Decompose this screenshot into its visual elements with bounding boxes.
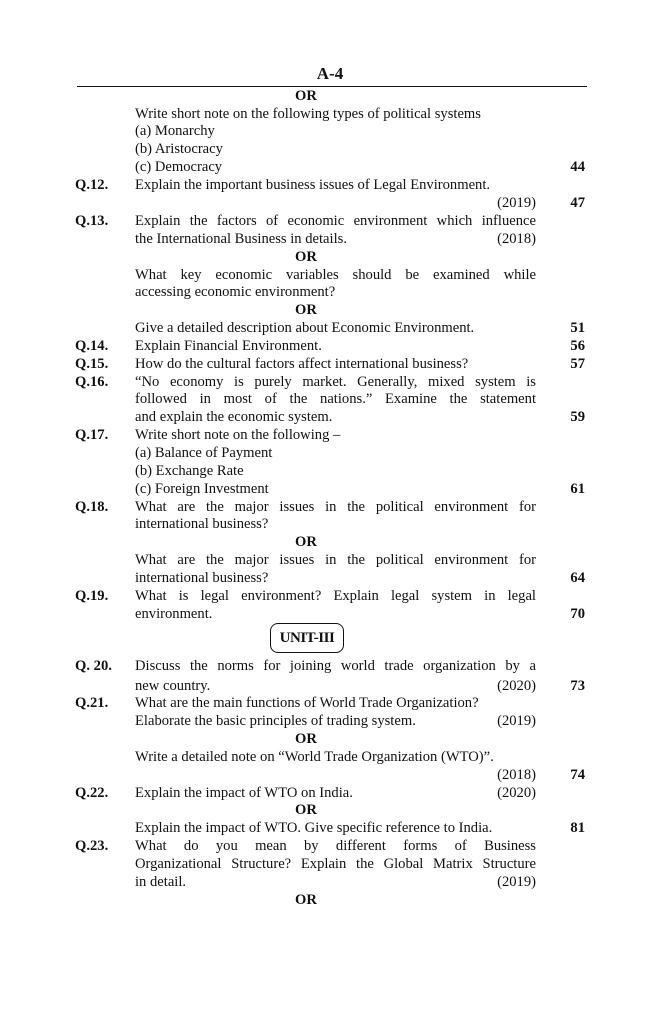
- page-number: 47: [570, 195, 585, 211]
- question-row: [0, 444, 660, 462]
- or-label: OR: [295, 88, 317, 104]
- question-text: environment.: [135, 606, 213, 622]
- question-number: Q.21.: [75, 695, 109, 711]
- question-text: the International Business in details.: [135, 231, 347, 247]
- or-separator: [0, 301, 660, 319]
- question-row: [0, 319, 660, 337]
- exam-year: (2019): [497, 195, 536, 211]
- or-separator: [0, 533, 660, 551]
- question-text: Explain the impact of WTO. Give specific reference to India.: [135, 820, 493, 836]
- question-row: [0, 712, 660, 730]
- question-row: [0, 373, 660, 391]
- question-row: [0, 426, 660, 444]
- question-text: in detail.: [135, 874, 187, 890]
- or-label: OR: [295, 249, 317, 265]
- question-text: Explain Financial Environment.: [135, 338, 322, 354]
- question-text: What are the main functions of World Trade Organization?: [135, 695, 479, 711]
- question-row: [0, 515, 660, 533]
- question-text: Give a detailed description about Economic Environment.: [135, 320, 475, 336]
- page-number: 56: [570, 338, 585, 354]
- exam-year: (2018): [497, 231, 536, 247]
- page-number: 74: [570, 767, 585, 783]
- or-label: OR: [295, 802, 317, 818]
- question-row: [0, 587, 660, 605]
- question-text: (a) Monarchy: [135, 123, 215, 139]
- or-label: OR: [295, 534, 317, 550]
- question-row: [0, 266, 660, 284]
- question-row: [0, 873, 660, 891]
- or-separator: [0, 248, 660, 266]
- question-row: [0, 480, 660, 498]
- question-text: What are the major issues in the political environment for: [135, 552, 536, 568]
- question-row: [0, 766, 660, 784]
- question-row: [0, 158, 660, 176]
- question-row: [0, 657, 660, 675]
- question-row: [0, 408, 660, 426]
- question-number: Q.23.: [75, 838, 109, 854]
- or-separator: [0, 801, 660, 819]
- question-row: [0, 122, 660, 140]
- question-number: Q.18.: [75, 499, 109, 515]
- exam-year: (2019): [497, 713, 536, 729]
- exam-year: (2019): [497, 874, 536, 890]
- question-text: Write a detailed note on “World Trade Organization (WTO)”.: [135, 749, 494, 765]
- question-row: [0, 855, 660, 873]
- page-number: 64: [570, 570, 585, 586]
- question-number: Q. 20.: [75, 658, 112, 674]
- page-number: 51: [570, 320, 585, 336]
- question-text: What are the major issues in the political environment for: [135, 499, 536, 515]
- question-text: international business?: [135, 516, 269, 532]
- or-label: OR: [295, 731, 317, 747]
- question-row: [0, 605, 660, 623]
- question-row: [0, 337, 660, 355]
- question-text: accessing economic environment?: [135, 284, 336, 300]
- or-label: OR: [295, 892, 317, 908]
- question-text: (c) Democracy: [135, 159, 223, 175]
- question-text: (c) Foreign Investment: [135, 481, 269, 497]
- page-number: 81: [570, 820, 585, 836]
- question-text: (a) Balance of Payment: [135, 445, 273, 461]
- question-text: Elaborate the basic principles of trading system.: [135, 713, 416, 729]
- page-header: A-4: [316, 64, 344, 83]
- question-row: [0, 390, 660, 408]
- exam-year: (2018): [497, 767, 536, 783]
- question-row: [0, 355, 660, 373]
- question-row: [0, 462, 660, 480]
- question-text: What do you mean by different forms of Business: [135, 838, 536, 854]
- page-number: 57: [570, 356, 585, 372]
- page-number: 73: [570, 678, 585, 694]
- question-row: [0, 140, 660, 158]
- question-text: How do the cultural factors affect international business?: [135, 356, 469, 372]
- or-separator: [0, 730, 660, 748]
- question-text: Write short note on the following –: [135, 427, 341, 443]
- question-row: [0, 748, 660, 766]
- question-number: Q.12.: [75, 177, 109, 193]
- question-text: What is legal environment? Explain legal system in legal: [135, 588, 536, 604]
- question-number: Q.13.: [75, 213, 109, 229]
- question-row: [0, 837, 660, 855]
- question-text: What key economic variables should be examined while: [135, 267, 536, 283]
- page-number: 44: [570, 159, 585, 175]
- question-number: Q.17.: [75, 427, 109, 443]
- question-row: [0, 105, 660, 123]
- question-text: Organizational Structure? Explain the Global Matrix Structure: [135, 856, 536, 872]
- question-row: [0, 230, 660, 248]
- exam-year: (2020): [497, 678, 536, 694]
- question-number: Q.14.: [75, 338, 109, 354]
- question-row: [0, 194, 660, 212]
- or-label: OR: [295, 302, 317, 318]
- question-row: [0, 498, 660, 516]
- exam-year: (2020): [497, 785, 536, 801]
- or-separator: [0, 87, 660, 105]
- question-text: Discuss the norms for joining world trade organization by a: [135, 658, 536, 674]
- question-row: [0, 551, 660, 569]
- page-number: 61: [570, 481, 585, 497]
- question-row: [0, 283, 660, 301]
- question-number: Q.19.: [75, 588, 109, 604]
- question-text: international business?: [135, 570, 269, 586]
- question-text: (b) Exchange Rate: [135, 463, 244, 479]
- question-row: [0, 819, 660, 837]
- question-text: Explain the impact of WTO on India.: [135, 785, 353, 801]
- page-number: 70: [570, 606, 585, 622]
- question-row: [0, 694, 660, 712]
- question-text: Explain the important business issues of Legal Environment.: [135, 177, 491, 193]
- question-text: new country.: [135, 678, 211, 694]
- question-row: [0, 212, 660, 230]
- or-separator: [0, 891, 660, 909]
- page-number: 59: [570, 409, 585, 425]
- question-text: and explain the economic system.: [135, 409, 333, 425]
- question-row: [0, 784, 660, 802]
- question-row: [0, 677, 660, 695]
- question-text: followed in most of the nations.” Examine the statement: [135, 391, 536, 407]
- question-row: [0, 176, 660, 194]
- question-text: “No economy is purely market. Generally, mixed system is: [135, 374, 536, 390]
- question-text: (b) Aristocracy: [135, 141, 223, 157]
- question-text: Write short note on the following types of political systems: [135, 106, 481, 122]
- question-row: [0, 569, 660, 587]
- question-number: Q.22.: [75, 785, 109, 801]
- unit-heading: UNIT-III: [270, 623, 344, 653]
- question-number: Q.16.: [75, 374, 109, 390]
- question-number: Q.15.: [75, 356, 109, 372]
- question-text: Explain the factors of economic environment which influence: [135, 213, 536, 229]
